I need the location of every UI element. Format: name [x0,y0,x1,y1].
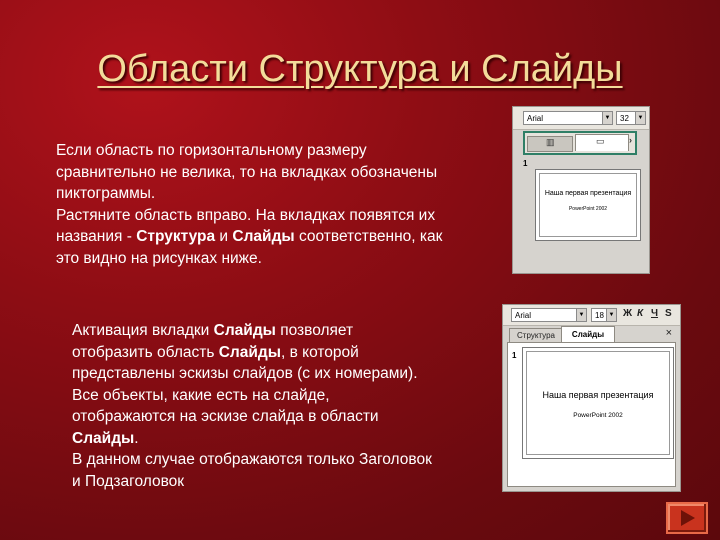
paragraph-2 [72,320,432,492]
font-name-combo[interactable]: Arial ▼ [523,111,613,125]
para2-line-1: Активация вкладки Слайды позволяет отобразить область Слайды, в которой представлены эскизы слайдов (с их номерами). [72,322,418,382]
chevron-right-icon[interactable]: › [629,135,632,145]
formatting-toolbar [503,305,680,326]
next-slide-button[interactable] [666,502,708,534]
close-icon[interactable]: × [665,327,672,339]
chevron-down-icon: ▼ [635,112,645,124]
para2-line-2: Все объекты, какие есть на слайде, отображаются на эскизе слайда в области Слайды. [72,386,379,447]
outline-icon: ▥ [546,137,555,147]
next-arrow-icon [681,510,695,526]
italic-button[interactable]: К [637,308,644,319]
tab-outline[interactable] [527,136,573,152]
para1-sentence-1: Если область по горизонтальному размеру сравнительно не велика, то на вкладках обозначены пиктограммы. [56,142,438,202]
pane-tabs-highlight [523,131,637,155]
tab-slides[interactable] [575,134,629,151]
screenshot-wide-pane [502,304,681,492]
font-name-combo[interactable]: Arial ▼ [511,308,587,322]
underline-button[interactable]: Ч [651,308,659,319]
pane-tabs [503,326,680,342]
thumb-subtitle: PowerPoint 2002 [573,412,623,419]
tab-outline[interactable]: Структура [509,328,563,342]
font-size-combo[interactable]: 32 ▼ [616,111,646,125]
thumb-subtitle: PowerPoint 2002 [568,206,608,212]
slide-number: 1 [512,351,517,360]
tab-slides[interactable]: Слайды [561,326,615,342]
bold-structure: Структура [136,228,216,245]
chevron-down-icon: ▼ [602,112,612,124]
para1-sentence-2: Растяните область вправо. На вкладках появятся их названия - Структура и Слайды соответственно, как это видно на рисунках ниже. [56,206,443,267]
slides-icon: ▭ [596,136,605,146]
paragraph-1 [56,140,456,269]
shadow-button[interactable]: S [665,308,672,319]
slides-pane [507,342,676,487]
bold-button[interactable]: Ж [623,308,633,319]
thumb-title: Наша первая презентация [542,390,654,400]
thumb-title: Наша первая презентация [544,190,632,197]
para2-line-3: В данном случае отображаются только Заголовок и Подзаголовок [72,451,432,490]
slide-thumbnail[interactable] [522,347,674,459]
slide-title: Области Структура и Слайды [97,48,623,90]
bold-slides: Слайды [232,228,295,245]
chevron-down-icon: ▼ [606,309,616,321]
formatting-toolbar [513,107,649,130]
font-size-combo[interactable]: 18 ▼ [591,308,617,322]
chevron-down-icon: ▼ [576,309,586,321]
slide-thumbnail[interactable] [535,169,641,241]
slide-number: 1 [523,159,528,168]
screenshot-narrow-pane [512,106,650,274]
